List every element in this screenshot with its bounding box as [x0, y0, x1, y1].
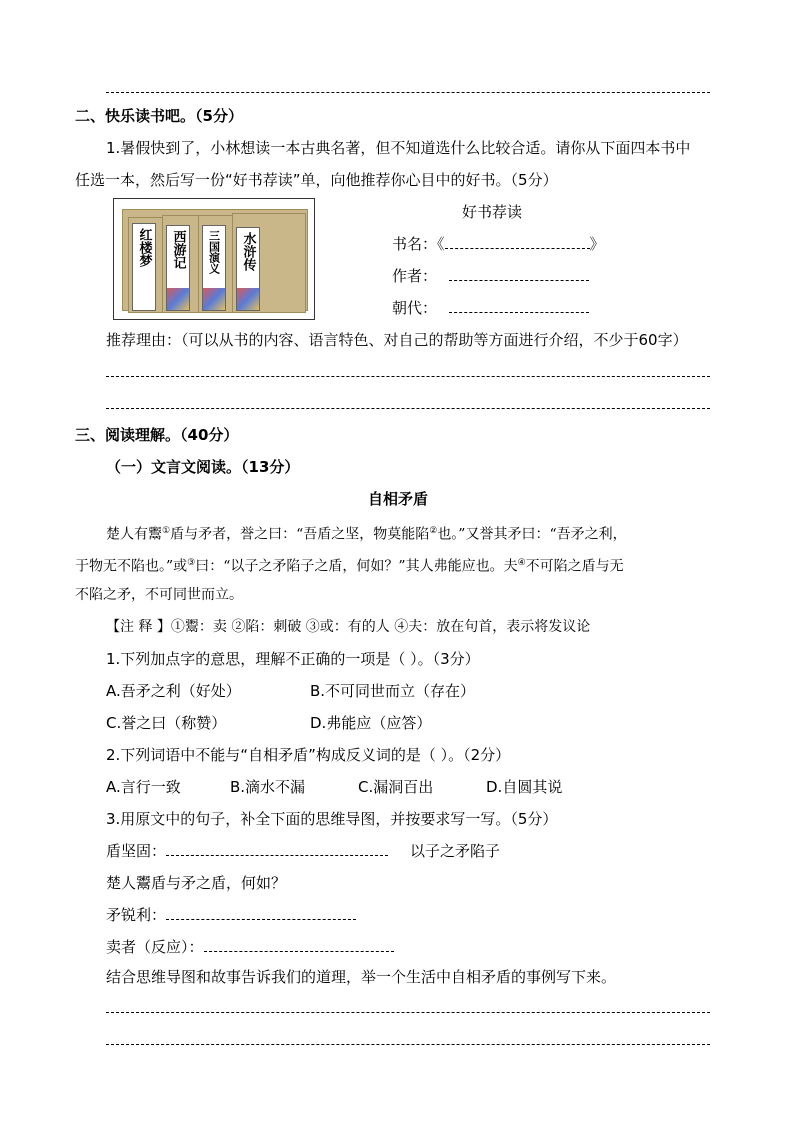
- passage-line-3: 不陷之矛，不可同世而立。: [75, 587, 243, 603]
- note-mark: ①: [162, 526, 171, 536]
- author-row: [392, 266, 589, 286]
- card-title: 好书荐读: [462, 203, 523, 221]
- q2-option-d[interactable]: D.自圆其说: [486, 778, 563, 796]
- seller-reaction-blank[interactable]: [204, 937, 394, 952]
- passage-title: 自相矛盾: [368, 490, 429, 508]
- book-cover-image: [167, 288, 189, 310]
- seller-reaction-label: 卖者（反应）：: [106, 938, 204, 956]
- mind-map-row-1: [106, 841, 388, 861]
- book-title-2: 西游记: [170, 230, 186, 269]
- author-blank[interactable]: [449, 266, 589, 281]
- dynasty-blank[interactable]: [449, 298, 589, 313]
- book-illustration: [113, 198, 315, 320]
- dynasty-row: [392, 298, 589, 318]
- answer-line-final-2[interactable]: [106, 1044, 710, 1045]
- answer-line-final-1[interactable]: [106, 1012, 710, 1013]
- book-spine-xiyouji: [166, 225, 190, 311]
- q1-option-d[interactable]: D.弗能应（应答）: [310, 714, 432, 732]
- question-3: 3.用原文中的句子，补全下面的思维导图，并按要求写一写。（5分）: [106, 810, 558, 828]
- passage-text: 曰：“以子之矛陷子之盾，何如？”其人弗能应也。夫: [195, 558, 518, 575]
- reason-prompt: 推荐理由：（可以从书的内容、语言特色、对自己的帮助等方面进行介绍，不少于60字）: [106, 331, 688, 349]
- note-mark: ③: [187, 558, 196, 568]
- book-spine-sanguoyanyi: [202, 225, 226, 311]
- passage-line-2: [75, 553, 624, 577]
- book-title-4: 水浒传: [240, 232, 256, 271]
- dynasty-label: 朝代：: [392, 299, 438, 317]
- question-2: 2.下列词语中不能与“自相矛盾”构成反义词的是（ ）。（2分）: [106, 746, 511, 764]
- book-spine-hongloumeng: [132, 223, 156, 311]
- passage-line-1: [106, 521, 627, 545]
- book-title-1: 红楼梦: [136, 228, 152, 267]
- note-mark: ②: [429, 526, 438, 536]
- passage-text: 楚人有鬻: [106, 526, 162, 543]
- mind-map-row-3: [106, 937, 394, 957]
- passage-text: 于物无不陷也。”或: [75, 558, 188, 575]
- book-name-label: 书名：: [392, 235, 438, 253]
- passage-text: 盾与矛者，誉之曰：“吾盾之坚，物莫能陷: [170, 526, 430, 543]
- q1-line-1: 1.暑假快到了，小林想读一本古典名著，但不知道选什么比较合适。请你从下面四本书中: [106, 139, 691, 157]
- author-label: 作者：: [392, 267, 438, 285]
- q2-option-a[interactable]: A.言行一致: [106, 778, 181, 796]
- passage-notes: 【注 释 】①鬻：卖 ②陷：刺破 ③或：有的人 ④夫：放在句首，表示将发议论: [106, 619, 591, 635]
- spear-sharp-blank[interactable]: [166, 905, 356, 920]
- final-prompt: 结合思维导图和故事告诉我们的道理，举一个生活中自相矛盾的事例写下来。: [106, 968, 617, 986]
- book-name-close: 》: [589, 235, 605, 253]
- shield-strong-blank[interactable]: [166, 841, 388, 856]
- q1-option-c[interactable]: C.誉之曰（称赞）: [106, 714, 227, 732]
- mind-map-center: 楚人鬻盾与矛之盾，何如？: [106, 874, 287, 892]
- section-3-title: 三、阅读理解。（40分）: [75, 426, 239, 444]
- mind-map-row-2: [106, 905, 356, 925]
- book-name-blank[interactable]: [445, 234, 590, 249]
- q1-option-a[interactable]: A.吾矛之利（好处）: [106, 682, 241, 700]
- section-2-title: 二、快乐读书吧。（5分）: [75, 107, 243, 125]
- q2-option-c[interactable]: C.漏洞百出: [358, 778, 434, 796]
- subsection-1-title: （一）文言文阅读。（13分）: [106, 458, 300, 476]
- book-title-3: 三国演义: [207, 230, 221, 274]
- answer-line-top[interactable]: [106, 92, 710, 93]
- book-name-open: 《: [437, 235, 445, 253]
- passage-text: 不可陷之盾与无: [525, 558, 624, 575]
- answer-line-reason-1[interactable]: [106, 376, 710, 377]
- q1-option-b[interactable]: B.不可同世而立（存在）: [310, 682, 476, 700]
- shield-strong-label: 盾坚固：: [106, 842, 167, 860]
- passage-text: 也。”又誉其矛曰：“吾矛之利，: [437, 526, 627, 543]
- q2-option-b[interactable]: B.滴水不漏: [230, 778, 306, 796]
- answer-line-reason-2[interactable]: [106, 408, 710, 409]
- book-cover-image: [203, 288, 225, 310]
- question-1: 1.下列加点字的意思，理解不正确的一项是（ ）。（3分）: [106, 650, 480, 668]
- note-mark: ④: [517, 558, 526, 568]
- spear-sharp-label: 矛锐利：: [106, 906, 167, 924]
- q1-line-2: 任选一本，然后写一份“好书荐读”单，向他推荐你心目中的好书。（5分）: [75, 171, 558, 189]
- book-cover-image: [237, 288, 259, 310]
- book-spine-shuihuzhuan: [236, 227, 260, 311]
- book-name-row: [392, 234, 605, 254]
- mind-map-right: 以子之矛陷子: [410, 842, 501, 860]
